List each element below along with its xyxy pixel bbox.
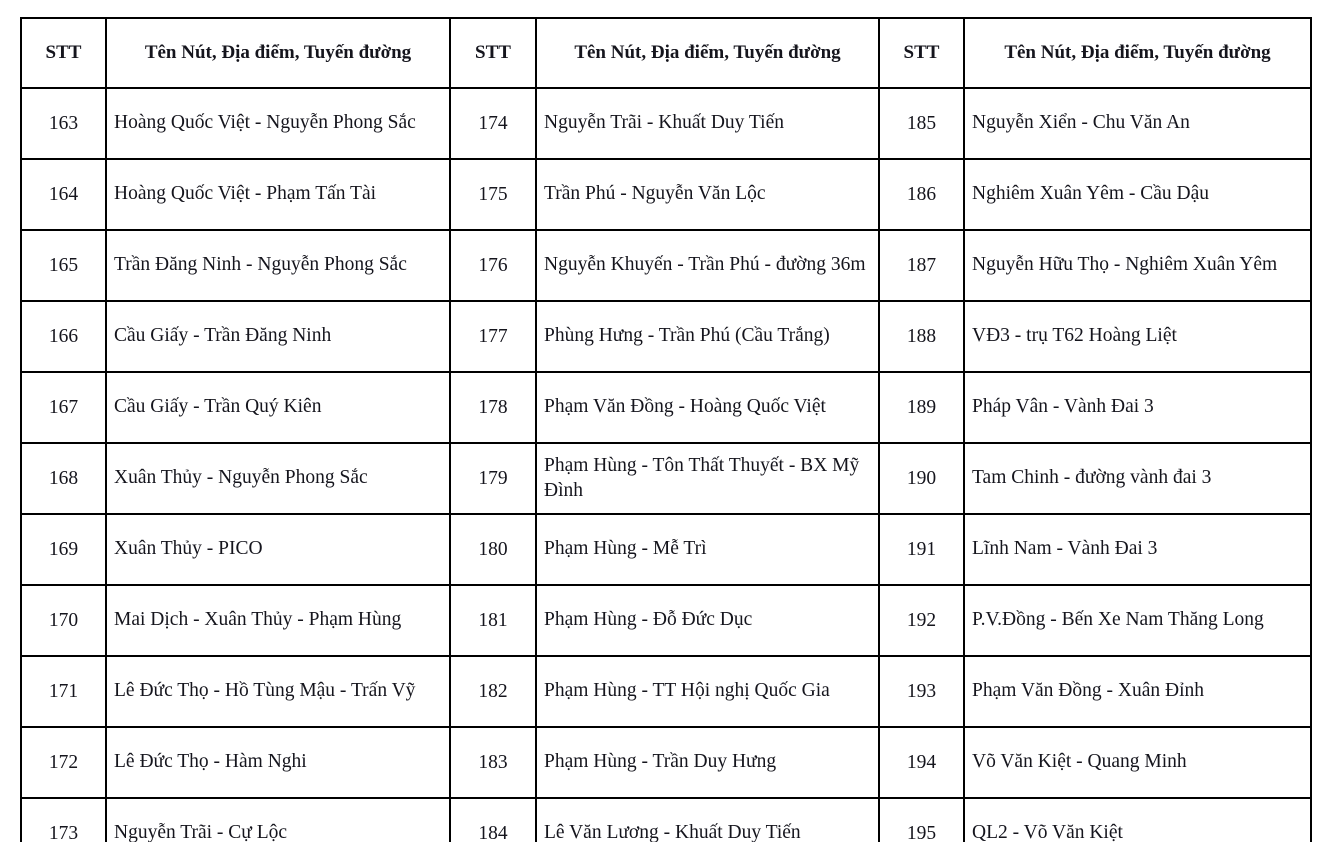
junction-name-cell: Trần Phú - Nguyễn Văn Lộc bbox=[536, 159, 879, 230]
header-name-1: Tên Nút, Địa điểm, Tuyến đường bbox=[106, 18, 450, 88]
table-row bbox=[21, 372, 1311, 443]
junction-name-cell: Nguyễn Khuyến - Trần Phú - đường 36m bbox=[536, 230, 879, 301]
junction-name-cell: Nguyễn Trãi - Cự Lộc bbox=[106, 798, 450, 842]
table-body bbox=[21, 88, 1311, 842]
junction-name-cell: Hoàng Quốc Việt - Phạm Tấn Tài bbox=[106, 159, 450, 230]
stt-cell: 189 bbox=[879, 372, 964, 443]
junction-name-cell: Hoàng Quốc Việt - Nguyễn Phong Sắc bbox=[106, 88, 450, 159]
table-row bbox=[21, 727, 1311, 798]
table-row bbox=[21, 301, 1311, 372]
stt-cell: 172 bbox=[21, 727, 106, 798]
table-header-row bbox=[21, 18, 1311, 88]
junction-name-cell: Phạm Văn Đồng - Xuân Đỉnh bbox=[964, 656, 1311, 727]
junction-name-cell: Lĩnh Nam - Vành Đai 3 bbox=[964, 514, 1311, 585]
stt-cell: 165 bbox=[21, 230, 106, 301]
junction-name-cell: Nguyễn Hữu Thọ - Nghiêm Xuân Yêm bbox=[964, 230, 1311, 301]
stt-cell: 169 bbox=[21, 514, 106, 585]
junction-name-cell: Phạm Hùng - Mễ Trì bbox=[536, 514, 879, 585]
junction-name-cell: Phạm Hùng - Trần Duy Hưng bbox=[536, 727, 879, 798]
stt-cell: 167 bbox=[21, 372, 106, 443]
stt-cell: 179 bbox=[450, 443, 536, 514]
junction-name-cell: Pháp Vân - Vành Đai 3 bbox=[964, 372, 1311, 443]
junction-name-cell: Phùng Hưng - Trần Phú (Cầu Trắng) bbox=[536, 301, 879, 372]
stt-cell: 164 bbox=[21, 159, 106, 230]
table-row bbox=[21, 656, 1311, 727]
stt-cell: 175 bbox=[450, 159, 536, 230]
stt-cell: 184 bbox=[450, 798, 536, 842]
stt-cell: 183 bbox=[450, 727, 536, 798]
table-row bbox=[21, 798, 1311, 842]
junction-name-cell: Trần Đăng Ninh - Nguyễn Phong Sắc bbox=[106, 230, 450, 301]
stt-cell: 193 bbox=[879, 656, 964, 727]
stt-cell: 166 bbox=[21, 301, 106, 372]
stt-cell: 185 bbox=[879, 88, 964, 159]
table-row bbox=[21, 443, 1311, 514]
junction-name-cell: Phạm Hùng - Tôn Thất Thuyết - BX Mỹ Đình bbox=[536, 443, 879, 514]
junction-name-cell: Tam Chinh - đường vành đai 3 bbox=[964, 443, 1311, 514]
stt-cell: 173 bbox=[21, 798, 106, 842]
junction-name-cell: Phạm Hùng - Đỗ Đức Dục bbox=[536, 585, 879, 656]
header-name-2: Tên Nút, Địa điểm, Tuyến đường bbox=[536, 18, 879, 88]
header-stt-3: STT bbox=[879, 18, 964, 88]
stt-cell: 163 bbox=[21, 88, 106, 159]
junction-name-cell: Phạm Hùng - TT Hội nghị Quốc Gia bbox=[536, 656, 879, 727]
stt-cell: 171 bbox=[21, 656, 106, 727]
junction-name-cell: Nguyễn Trãi - Khuất Duy Tiến bbox=[536, 88, 879, 159]
junction-name-cell: Nghiêm Xuân Yêm - Cầu Dậu bbox=[964, 159, 1311, 230]
junction-name-cell: Lê Đức Thọ - Hàm Nghi bbox=[106, 727, 450, 798]
junction-name-cell: Lê Đức Thọ - Hồ Tùng Mậu - Trấn Vỹ bbox=[106, 656, 450, 727]
stt-cell: 181 bbox=[450, 585, 536, 656]
stt-cell: 190 bbox=[879, 443, 964, 514]
stt-cell: 178 bbox=[450, 372, 536, 443]
header-name-3: Tên Nút, Địa điểm, Tuyến đường bbox=[964, 18, 1311, 88]
table-row bbox=[21, 230, 1311, 301]
junction-name-cell: Phạm Văn Đồng - Hoàng Quốc Việt bbox=[536, 372, 879, 443]
junction-name-cell: Xuân Thủy - PICO bbox=[106, 514, 450, 585]
stt-cell: 188 bbox=[879, 301, 964, 372]
junction-name-cell: Võ Văn Kiệt - Quang Minh bbox=[964, 727, 1311, 798]
junction-name-cell: Cầu Giấy - Trần Quý Kiên bbox=[106, 372, 450, 443]
stt-cell: 187 bbox=[879, 230, 964, 301]
table-row bbox=[21, 159, 1311, 230]
table-row bbox=[21, 585, 1311, 656]
stt-cell: 176 bbox=[450, 230, 536, 301]
junction-name-cell: Mai Dịch - Xuân Thủy - Phạm Hùng bbox=[106, 585, 450, 656]
stt-cell: 192 bbox=[879, 585, 964, 656]
junction-name-cell: Lê Văn Lương - Khuất Duy Tiến bbox=[536, 798, 879, 842]
stt-cell: 194 bbox=[879, 727, 964, 798]
table-row bbox=[21, 514, 1311, 585]
stt-cell: 186 bbox=[879, 159, 964, 230]
stt-cell: 177 bbox=[450, 301, 536, 372]
junction-name-cell: Nguyễn Xiển - Chu Văn An bbox=[964, 88, 1311, 159]
junction-name-cell: Xuân Thủy - Nguyễn Phong Sắc bbox=[106, 443, 450, 514]
stt-cell: 174 bbox=[450, 88, 536, 159]
stt-cell: 191 bbox=[879, 514, 964, 585]
junction-name-cell: VĐ3 - trụ T62 Hoàng Liệt bbox=[964, 301, 1311, 372]
stt-cell: 170 bbox=[21, 585, 106, 656]
header-stt-2: STT bbox=[450, 18, 536, 88]
stt-cell: 195 bbox=[879, 798, 964, 842]
stt-cell: 168 bbox=[21, 443, 106, 514]
junction-name-cell: QL2 - Võ Văn Kiệt bbox=[964, 798, 1311, 842]
junction-name-cell: P.V.Đồng - Bến Xe Nam Thăng Long bbox=[964, 585, 1311, 656]
stt-cell: 180 bbox=[450, 514, 536, 585]
stt-cell: 182 bbox=[450, 656, 536, 727]
table-row bbox=[21, 88, 1311, 159]
header-stt-1: STT bbox=[21, 18, 106, 88]
junction-name-cell: Cầu Giấy - Trần Đăng Ninh bbox=[106, 301, 450, 372]
junction-table bbox=[20, 17, 1312, 842]
